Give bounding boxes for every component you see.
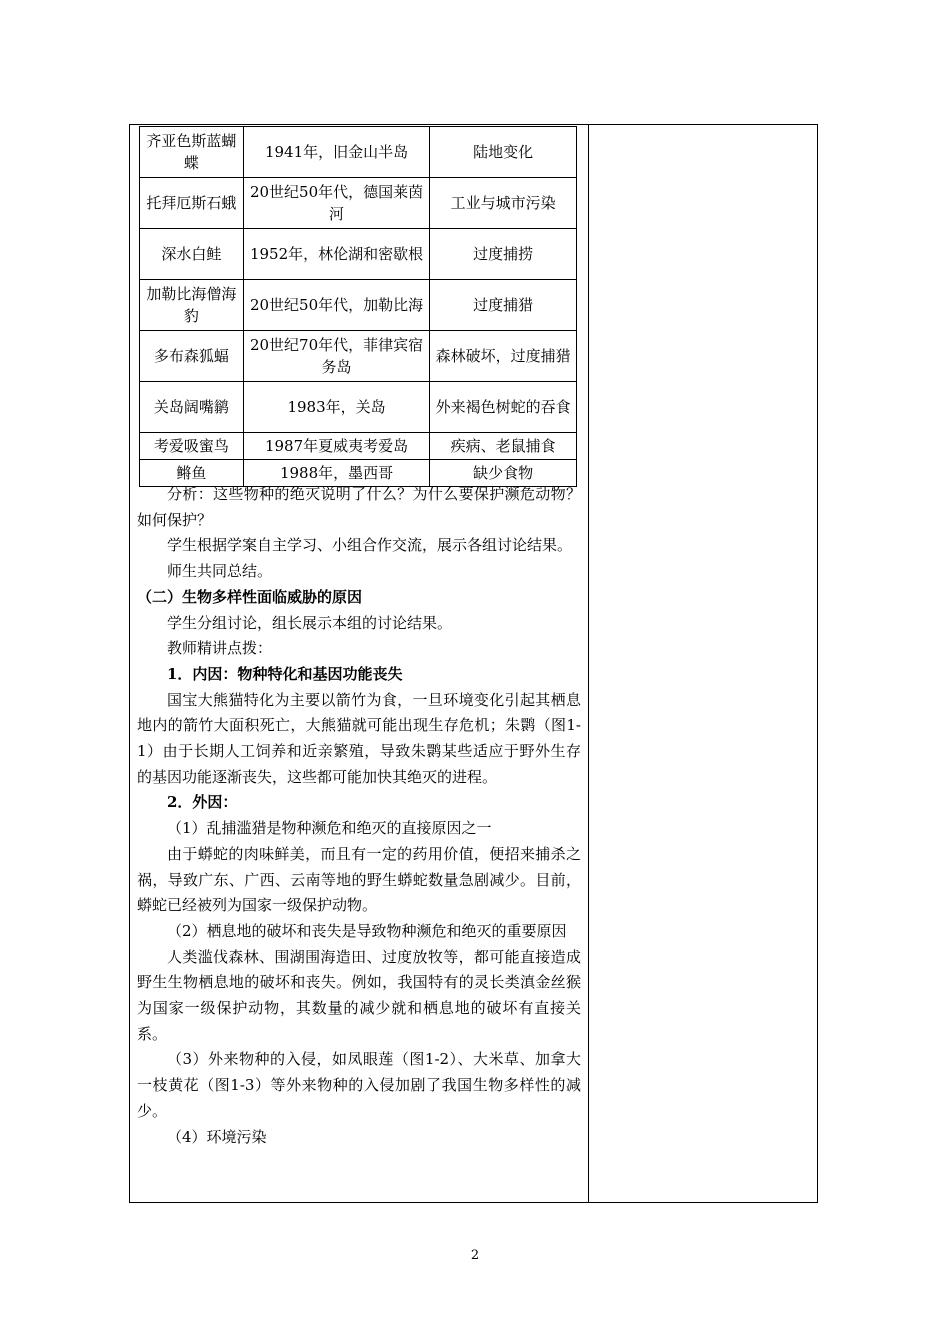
table-row (140, 229, 577, 280)
time-place-cell: 20世纪50年代，德国莱茵河 (243, 178, 430, 229)
teacher-guidance-paragraph: 教师精讲点拨： (167, 639, 273, 658)
species-cell: 多布森狐蝠 (140, 331, 244, 382)
time-place-cell: 1988年，墨西哥 (243, 460, 430, 487)
habitat-paragraph: 人类滥伐森林、围湖围海造田、过度放牧等，都可能直接造成野生生物栖息地的破坏和丧失。例如，我国特有的灵长类滇金丝猴为国家一级保护动物，其数量的减少就和栖息地的破坏有直接关系。 (137, 947, 581, 1043)
external-cause-1: （1）乱捕滥猎是物种濒危和绝灭的直接原因之一 (167, 819, 492, 838)
external-cause-3: （3）外来物种的入侵，如凤眼莲（图1-2）、大米草、加拿大一枝黄花（图1-3）等外来物种的入侵加剧了我国生物多样性的减少。 (137, 1050, 581, 1120)
table-row (140, 382, 577, 433)
cause-cell: 疾病、老鼠捕食 (430, 433, 577, 460)
species-cell: 深水白鲑 (140, 229, 244, 280)
internal-cause-paragraph: 国宝大熊猫特化为主要以箭竹为食，一旦环境变化引起其栖息地内的箭竹大面积死亡，大熊猫就可能出现生存危机；朱鹮（图1-1）由于长期人工饲养和近亲繁殖，导致朱鹮某些适应于野外生存的基因功能逐渐丧失，这些都可能加快其绝灭的进程。 (137, 690, 581, 786)
column-divider (588, 124, 589, 1203)
species-cell: 加勒比海僧海豹 (140, 280, 244, 331)
external-cause-2: （2）栖息地的破坏和丧失是导致物种濒危和绝灭的重要原因 (167, 921, 567, 940)
time-place-cell: 20世纪50年代，加勒比海 (243, 280, 430, 331)
cause-cell: 外来褐色树蛇的吞食 (430, 382, 577, 433)
cause-cell: 森林破坏，过度捕猎 (430, 331, 577, 382)
species-cell: 关岛阔嘴鹟 (140, 382, 244, 433)
subheading-external-cause: 2．外因： (167, 793, 238, 812)
section-heading: （二）生物多样性面临威胁的原因 (137, 587, 363, 606)
time-place-cell: 1983年，关岛 (243, 382, 430, 433)
cause-cell: 过度捕猎 (430, 280, 577, 331)
python-paragraph: 由于蟒蛇的肉味鲜美，而且有一定的药用价值，便招来捕杀之祸，导致广东、广西、云南等地的野生蟒蛇数量急剧减少。目前，蟒蛇已经被列为国家一级保护动物。 (137, 844, 581, 915)
time-place-cell: 1941年，旧金山半岛 (243, 127, 430, 178)
extinct-species-table (139, 126, 577, 487)
cause-cell: 缺少食物 (430, 460, 577, 487)
time-place-cell: 1987年夏威夷考爱岛 (243, 433, 430, 460)
table-row (140, 178, 577, 229)
species-cell: 鳉鱼 (140, 460, 244, 487)
species-cell: 托拜厄斯石蛾 (140, 178, 244, 229)
table-row (140, 280, 577, 331)
species-cell: 齐亚色斯蓝蝴蝶 (140, 127, 244, 178)
external-cause-4: （4）环境污染 (167, 1127, 267, 1146)
species-cell: 考爱吸蜜鸟 (140, 433, 244, 460)
time-place-cell: 1952年，林伦湖和密歇根 (243, 229, 430, 280)
analysis-paragraph: 分析：这些物种的绝灭说明了什么？为什么要保护濒危动物？如何保护？ (137, 485, 581, 529)
summary-paragraph: 师生共同总结。 (167, 562, 273, 581)
group-discussion-paragraph: 学生分组讨论，组长展示本组的讨论结果。 (167, 613, 453, 632)
time-place-cell: 20世纪70年代，菲律宾宿务岛 (243, 331, 430, 382)
cause-cell: 工业与城市污染 (430, 178, 577, 229)
table-row (140, 433, 577, 460)
cause-cell: 过度捕捞 (430, 229, 577, 280)
table-row (140, 331, 577, 382)
page-number: 2 (470, 1248, 480, 1263)
subheading-internal-cause: 1．内因：物种特化和基因功能丧失 (167, 664, 403, 683)
student-activity-paragraph: 学生根据学案自主学习、小组合作交流，展示各组讨论结果。 (167, 536, 573, 555)
lesson-text (137, 482, 581, 1150)
cause-cell: 陆地变化 (430, 127, 577, 178)
table-row (140, 127, 577, 178)
